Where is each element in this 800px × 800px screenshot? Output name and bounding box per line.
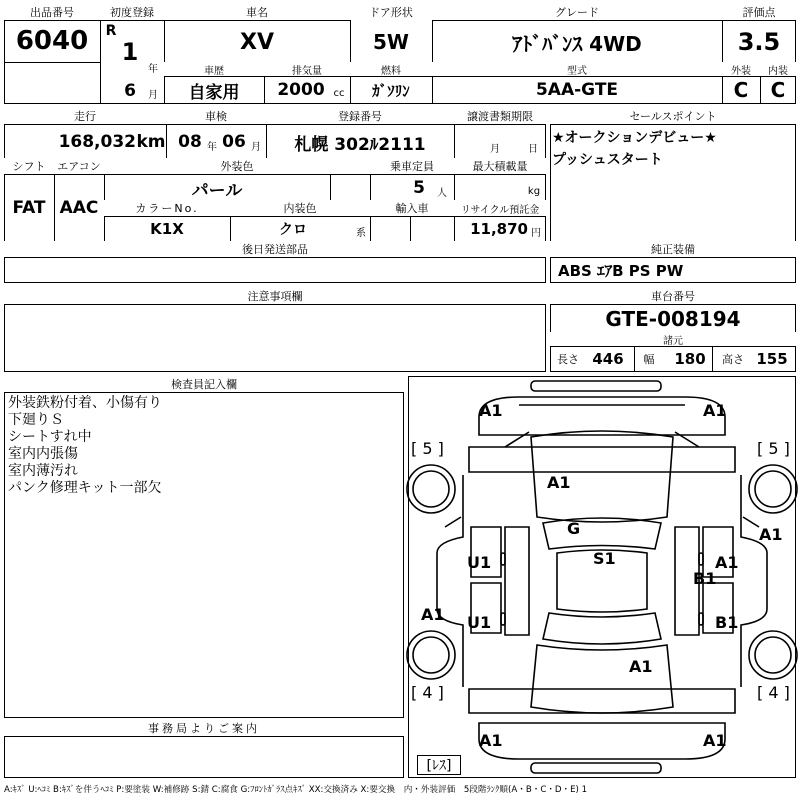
fuel-label: 燃料: [350, 62, 432, 76]
lot-label: 出品番号: [4, 4, 100, 20]
chassis-number: GTE-008194: [605, 306, 741, 331]
damage-mark: S1: [593, 549, 616, 568]
spare-tire-label: [ﾚｽ]: [417, 755, 461, 775]
inspection-label: 車検: [166, 108, 266, 124]
recycle-unit: 円: [531, 227, 541, 239]
score: 3.5: [737, 28, 781, 56]
history: 自家用: [188, 82, 240, 103]
max-load-label: 最大積載量: [454, 158, 546, 174]
transfer-month-unit: 月: [490, 143, 500, 155]
ext-score: C: [733, 78, 749, 102]
displacement: 2000: [277, 80, 325, 100]
inspector-note: 外装鉄粉付着、小傷有り: [8, 395, 162, 411]
first-reg-label: 初度登録: [100, 4, 164, 20]
grade-label: グレード: [432, 4, 722, 20]
capacity-label: 乗車定員: [370, 158, 454, 174]
color-no: K1X: [150, 220, 184, 238]
sales-point-line: プッシュスタート: [552, 152, 663, 168]
height: 155: [756, 350, 788, 368]
length: 446: [592, 350, 624, 368]
transfer-day-unit: 日: [528, 143, 538, 155]
equipment-label: 純正装備: [550, 241, 796, 257]
tire-label: [ 4 ]: [757, 683, 790, 702]
shift-label: シフト: [4, 158, 54, 174]
int-color-unit: 系: [356, 227, 366, 239]
car-name: XV: [240, 29, 274, 55]
door-label: ドア形状: [350, 4, 432, 20]
damage-mark: A1: [629, 657, 653, 676]
fuel: ｶﾞｿﾘﾝ: [372, 81, 410, 100]
damage-mark: U1: [467, 553, 492, 572]
displacement-unit: cc: [333, 87, 345, 99]
damage-mark: B1: [715, 613, 739, 632]
damage-mark: A1: [421, 605, 445, 624]
damage-mark: A1: [547, 473, 571, 492]
car-name-label: 車名: [164, 4, 350, 20]
recycle-label: リサイクル預託金: [454, 200, 546, 216]
damage-mark: U1: [467, 613, 492, 632]
lot-number: 6040: [15, 26, 89, 56]
tire-label: [ 4 ]: [411, 683, 444, 702]
first-reg-era: R: [105, 23, 117, 39]
width-label: 幅: [643, 353, 655, 366]
int-score: C: [770, 78, 786, 102]
legend: A:ｷｽﾞ U:ﾍｺﾐ B:ｷｽﾞを伴うﾍｺﾐ P:要塗装 W:補修跡 S:錆 C:腐食 G:ﾌﾛﾝﾄｶﾞﾗｽ点ｷｽﾞ XX:交換済み X:要交換 内・外装評価 5段階ﾗﾝｸ順(A・B・C・D・E) 1: [4, 785, 588, 795]
shift: FAT: [12, 198, 46, 218]
sales-point-line: ★オークションデビュー★: [552, 130, 717, 146]
inspector-note: 室内薄汚れ: [8, 463, 78, 479]
recycle: 11,870: [470, 220, 528, 238]
inspector-notes: [8, 395, 398, 497]
door-type: 5W: [373, 30, 409, 54]
damage-mark: A1: [479, 731, 503, 750]
caution-label: 注意事項欄: [4, 288, 546, 304]
plate: 札幌 302ﾙ2111: [294, 134, 426, 155]
int-score-label: 内装: [760, 62, 796, 76]
tire-label: [ 5 ]: [757, 439, 790, 458]
int-color-label: 内装色: [230, 200, 370, 216]
mileage-unit: km: [136, 132, 166, 152]
plate-label: 登録番号: [266, 108, 454, 124]
ext-color-label: 外装色: [104, 158, 370, 174]
model-label: 型式: [432, 62, 722, 76]
ext-color: パール: [191, 180, 243, 201]
damage-mark: B1: [693, 569, 717, 588]
sales-point-label: セールスポイント: [550, 108, 796, 124]
import-label: 輸入車: [370, 200, 454, 216]
color-no-label: カラーNo.: [104, 200, 230, 216]
capacity: 5: [413, 178, 425, 198]
inspector-note: 室内内張傷: [8, 446, 78, 462]
length-label: 長さ: [557, 353, 579, 366]
history-label: 車歴: [164, 62, 264, 76]
car-diagram: [408, 376, 796, 778]
inspection-month-unit: 月: [251, 141, 261, 153]
tire-label: [ 5 ]: [411, 439, 444, 458]
inspector-note: 下廻りＳ: [8, 412, 64, 428]
inspector-note: シートすれ中: [8, 429, 92, 445]
mileage-label: 走行: [4, 108, 166, 124]
mileage: 168,032: [58, 132, 136, 152]
displacement-label: 排気量: [264, 62, 350, 76]
aircon-label: エアコン: [54, 158, 104, 174]
first-reg-year-unit: 年: [148, 63, 158, 75]
inspector-label: 検査員記入欄: [4, 376, 404, 392]
damage-mark: A1: [703, 731, 727, 750]
damage-mark: A1: [715, 553, 739, 572]
first-reg-year: 1: [121, 38, 139, 66]
inspection-year-unit: 年: [207, 141, 217, 153]
ext-score-label: 外装: [722, 62, 760, 76]
aircon: AAC: [59, 198, 99, 218]
first-reg-month-unit: 月: [148, 89, 158, 101]
max-load-unit: kg: [527, 185, 541, 197]
first-reg-month: 6: [124, 81, 136, 101]
damage-mark: A1: [479, 401, 503, 420]
inspection-year: 08: [178, 132, 202, 152]
inspection-month: 06: [222, 132, 246, 152]
score-label: 評価点: [722, 4, 796, 20]
damage-mark: G: [567, 519, 581, 538]
transfer-label: 譲渡書類期限: [454, 108, 546, 124]
equipment: ABS ｴｱB PS PW: [558, 261, 684, 280]
dims-label: 諸元: [550, 332, 796, 346]
model: 5AA-GTE: [535, 80, 619, 100]
damage-mark: A1: [703, 401, 727, 420]
capacity-unit: 人: [437, 187, 447, 199]
grade: ｱﾄﾞﾊﾞﾝｽ 4WD: [512, 31, 642, 56]
office-label: 事務局よりご案内: [4, 720, 404, 736]
inspector-note: パンク修理キット一部欠: [8, 480, 162, 496]
damage-mark: A1: [759, 525, 783, 544]
height-label: 高さ: [722, 353, 744, 366]
chassis-label: 車台番号: [550, 288, 796, 304]
later-parts-label: 後日発送部品: [4, 241, 546, 257]
width: 180: [674, 350, 706, 368]
int-color: クロ: [279, 222, 307, 238]
car-outline: [409, 377, 795, 777]
